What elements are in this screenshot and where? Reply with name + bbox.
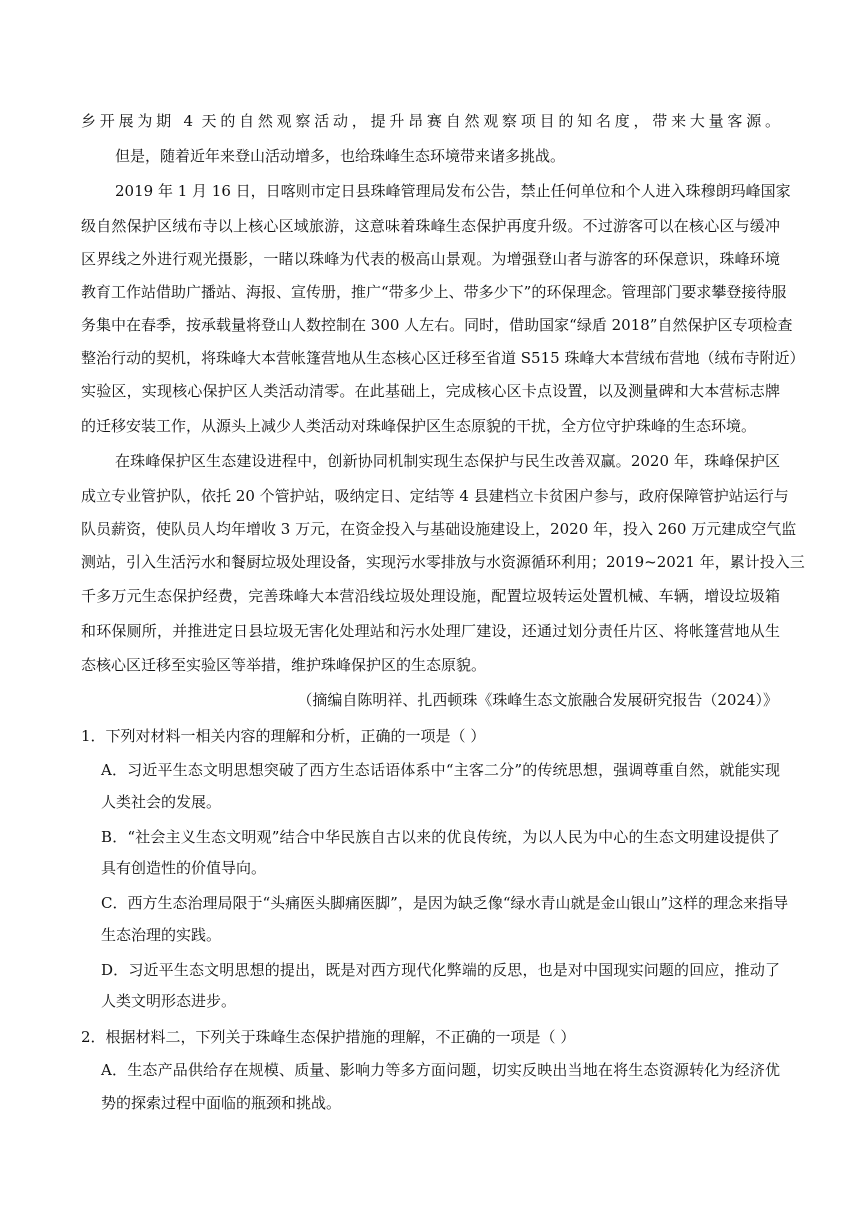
material2-line-5: 区界线之外进行观光摄影，一睹以珠峰为代表的极高山景观。为增强登山者与游客的环保意识，珠峰环境 [81,250,780,268]
question2-option-a-line2: 势的探索过程中面临的瓶颈和挑战。 [101,1094,342,1112]
question2-option-a-line1: A．生态产品供给存在规模、质量、影响力等多方面问题，切实反映出当地在将生态资源转化为经济优 [101,1061,780,1079]
question1-option-d-line1: D．习近平生态文明思想的提出，既是对西方现代化弊端的反思，也是对中国现实问题的回应，推动了 [101,961,780,979]
material2-line-1: 乡开展为期 4 天的自然观察活动，提升昂赛自然观察项目的知名度，带来大量客源。 [81,112,780,130]
question1-stem: 1．下列对材料一相关内容的理解和分析，正确的一项是（ ） [81,727,486,745]
material2-source: （摘编自陈明祥、扎西顿珠《珠峰生态文旅融合发展研究报告（2024）》 [297,691,778,709]
material2-line-9: 实验区，实现核心保护区人类活动清零。在此基础上，完成核心区卡点设置，以及测量碑和大本营标志牌 [81,382,780,400]
material2-line-4: 级自然保护区绒布寺以上核心区域旅游，这意味着珠峰生态保护再度升级。不过游客可以在核心区与缓冲 [81,217,780,235]
question1-option-b-line1: B．“社会主义生态文明观”结合中华民族自古以来的优良传统，为以人民为中心的生态文明建设提供了 [101,828,780,846]
question1-option-a-line2: 人类社会的发展。 [101,793,222,811]
question1-option-c-line1: C．西方生态治理局限于“头痛医头脚痛医脚”，是因为缺乏像“绿水青山就是金山银山”这样的理念来指导 [101,894,789,912]
material2-line-6: 教育工作站借助广播站、海报、宣传册，推广“带多少上、带多少下”的环保理念。管理部门要求攀登接待服 [81,283,787,301]
material2-line-11: 在珠峰保护区生态建设进程中，创新协同机制实现生态保护与民生改善双赢。2020 年，珠峰保护区 [115,452,780,470]
material2-line-7: 务集中在春季，按承载量将登山人数控制在 300 人左右。同时，借助国家“绿盾 2018”自然保护区专项检查 [81,316,793,334]
material2-line-12: 成立专业管护队，依托 20 个管护站，吸纳定日、定结等 4 县建档立卡贫困户参与，政府保障管护站运行与 [81,487,789,505]
question2-stem: 2．根据材料二，下列关于珠峰生态保护措施的理解，不正确的一项是（ ） [81,1028,576,1046]
material2-line-8: 整治行动的契机，将珠峰大本营帐篷营地从生态核心区迁移至省道 S515 珠峰大本营绒布营地（绒布寺附近） [81,349,805,367]
material2-line-17: 态核心区迁移至实验区等举措，维护珠峰保护区的生态原貌。 [81,656,487,674]
material2-line-2: 但是，随着近年来登山活动增多，也给珠峰生态环境带来诸多挑战。 [115,147,566,165]
material2-line-16: 和环保厕所，并推进定日县垃圾无害化处理站和污水处理厂建设，还通过划分责任片区、将帐篷营地从生 [81,622,780,640]
material2-line-13: 队员薪资，使队员人均年增收 3 万元，在资金投入与基础设施建设上，2020 年，投入 260 万元建成空气监 [81,520,797,538]
question1-option-c-line2: 生态治理的实践。 [101,926,222,944]
material2-line-14: 测站，引入生活污水和餐厨垃圾处理设备，实现污水零排放与水资源循环利用；2019~2021 年，累计投入三 [81,553,805,571]
material2-line-3: 2019 年 1 月 16 日，日喀则市定日县珠峰管理局发布公告，禁止任何单位和个人进入珠穆朗玛峰国家 [115,182,791,200]
material2-line-10: 的迁移安装工作，从源头上减少人类活动对珠峰保护区生态原貌的干扰，全方位守护珠峰的生态环境。 [81,417,757,435]
question1-option-a-line1: A．习近平生态文明思想突破了西方生态话语体系中“主客二分”的传统思想，强调尊重自然，就能实现 [101,761,780,779]
material2-line-15: 千多万元生态保护经费，完善珠峰大本营沿线垃圾处理设施，配置垃圾转运处置机械、车辆，增设垃圾箱 [81,587,780,605]
question1-option-b-line2: 具有创造性的价值导向。 [101,859,267,877]
question1-option-d-line2: 人类文明形态进步。 [101,992,237,1010]
